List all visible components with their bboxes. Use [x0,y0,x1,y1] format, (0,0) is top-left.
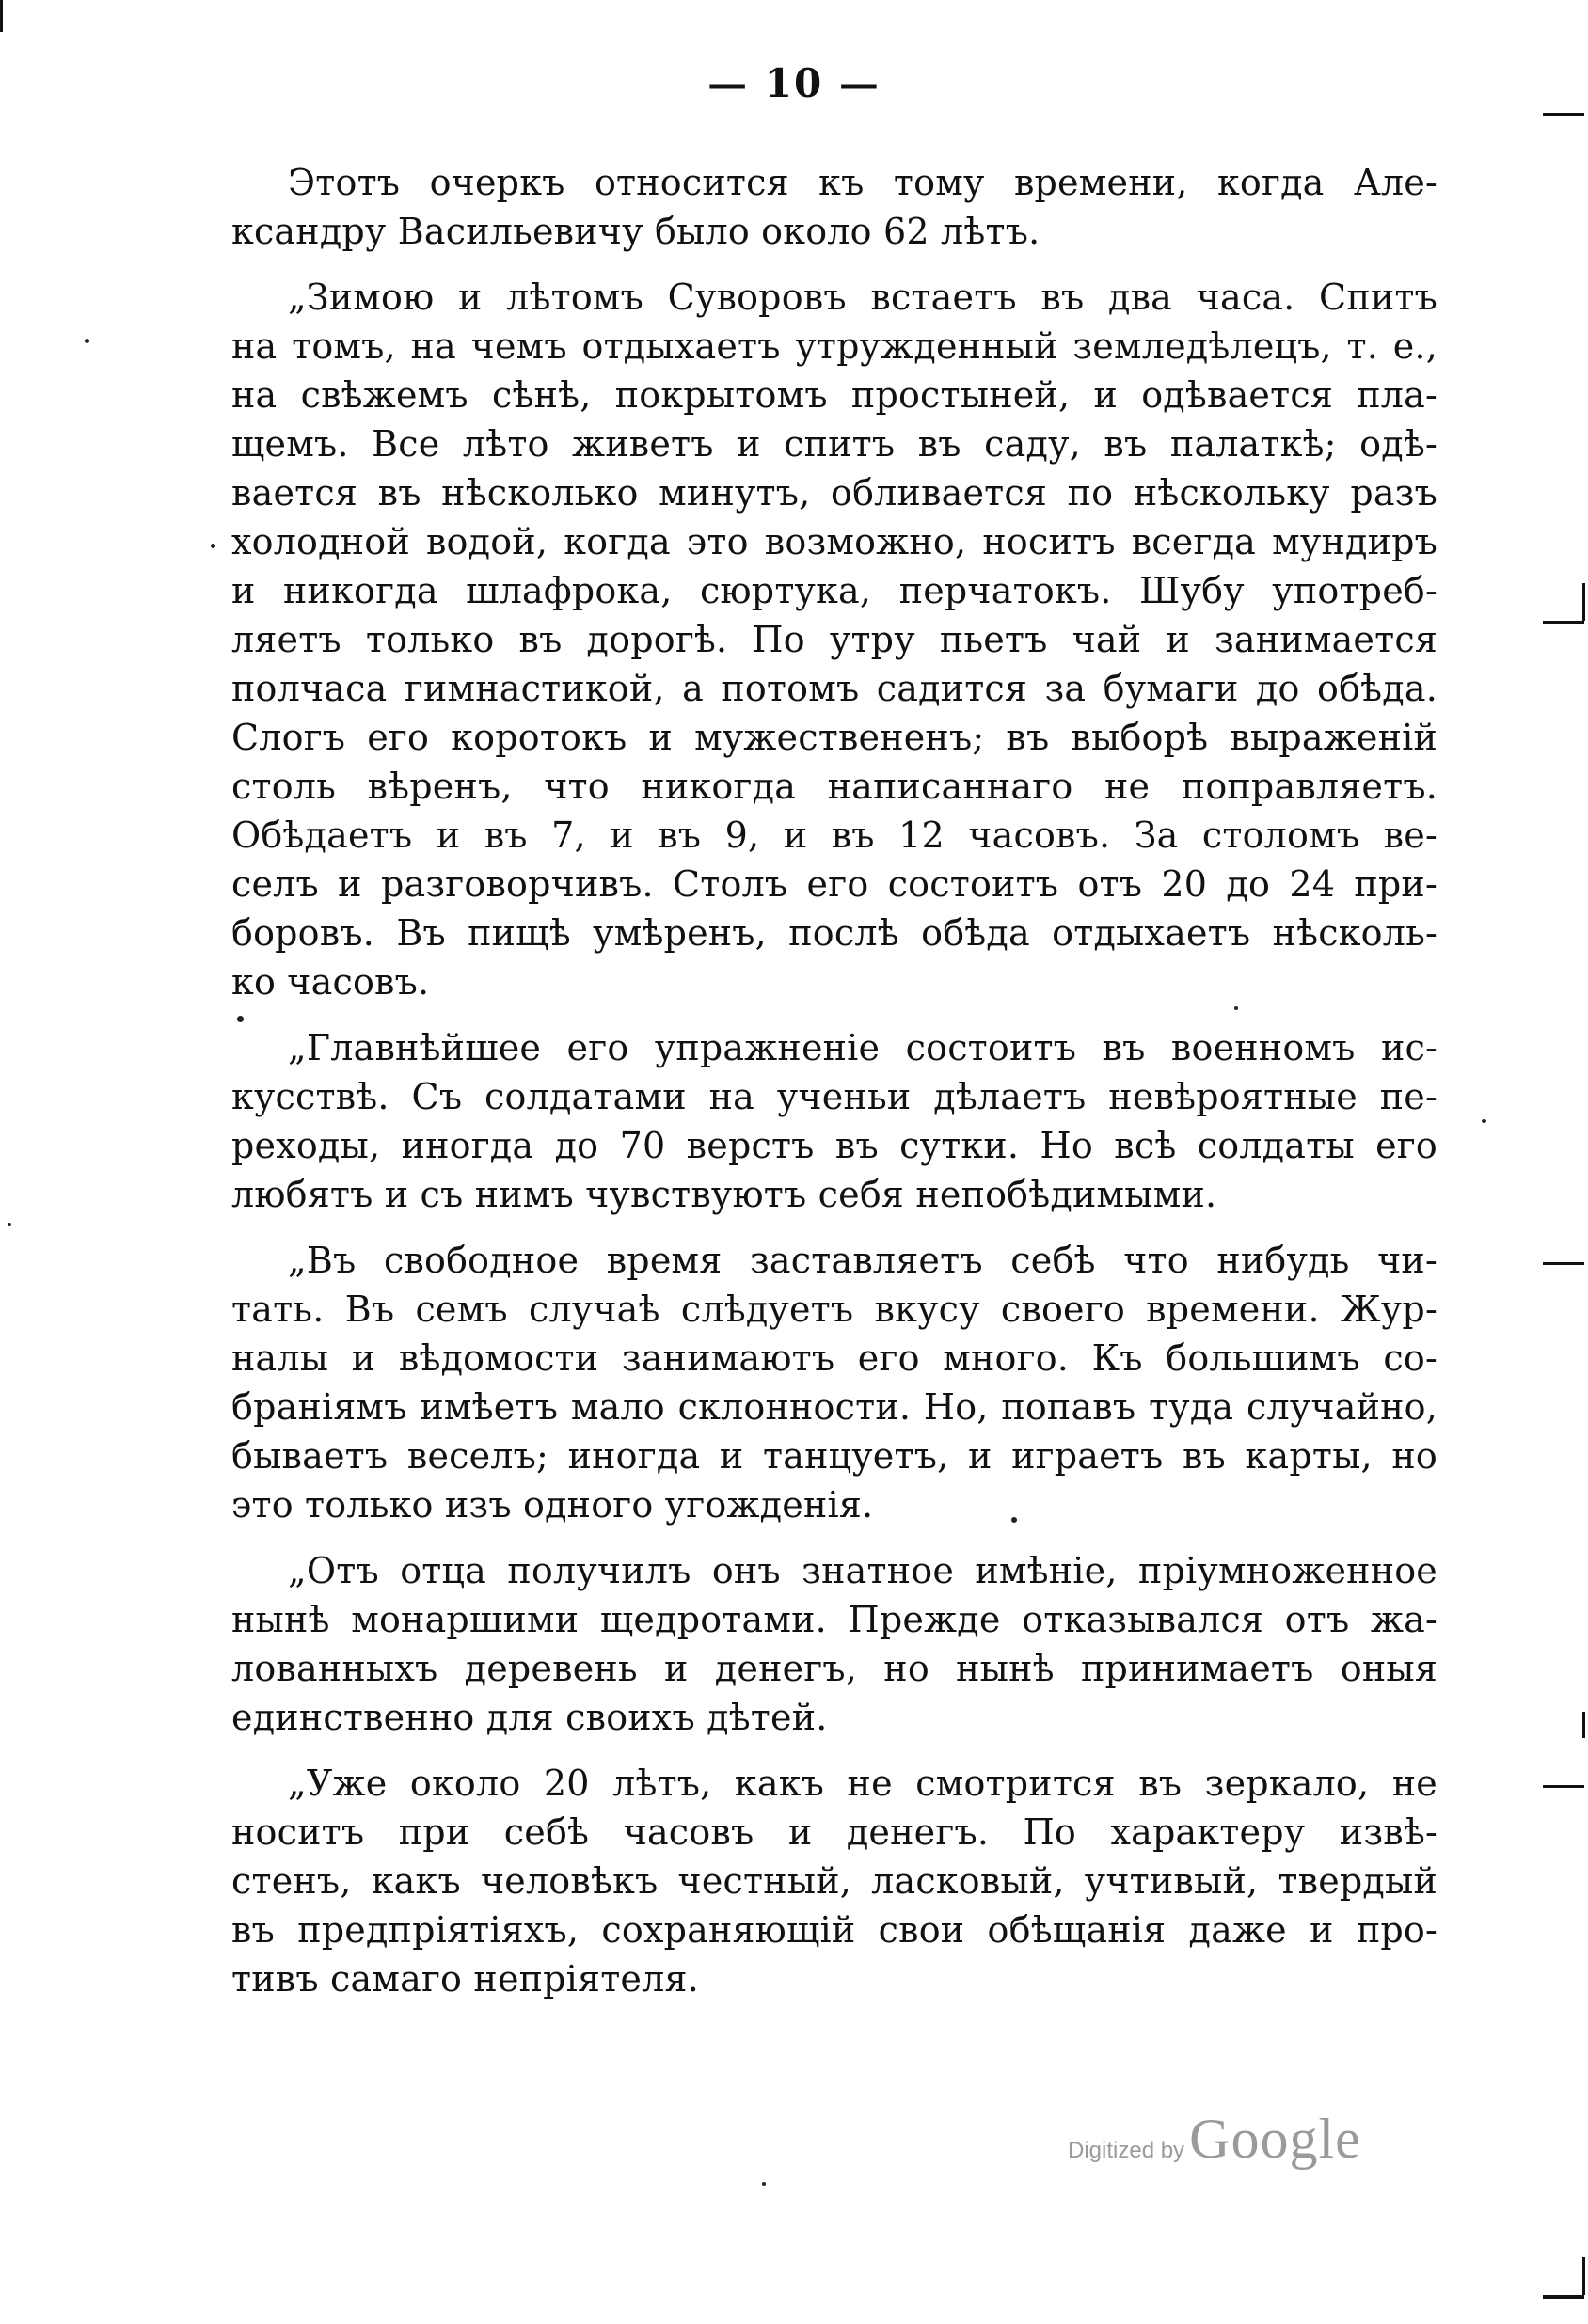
text-line: тивъ самаго непріятеля. [231,1958,699,2000]
margin-rule-mark [1543,113,1584,116]
text-line: полчаса гимнастикой, а потомъ садится за бумаги до обѣда. [231,668,1437,709]
text-line: вается въ нѣсколько минутъ, обливается по нѣскольку разъ [231,472,1437,514]
text-line: это только изъ одного угожденія. [231,1484,874,1526]
text-line: „Уже около 20 лѣтъ, какъ не смотрится въ зеркало, не [288,1763,1437,1804]
text-line: носитъ при себѣ часовъ и денегъ. По характеру извѣ- [231,1811,1437,1853]
text-line: въ предпріятіяхъ, сохраняющій свои обѣщанія даже и про- [231,1909,1437,1951]
watermark-brand: Google [1189,2108,1361,2170]
margin-rule-mark [0,0,3,32]
text-line: единственно для своихъ дѣтей. [231,1697,828,1738]
watermark-prefix: Digitized by [1068,2138,1185,2163]
text-line: холодной водой, когда это возможно, носитъ всегда мундиръ [231,521,1437,562]
scan-speck [1234,1006,1238,1010]
scan-speck [8,1223,11,1226]
margin-rule-mark [1582,2257,1585,2295]
text-line: лованныхъ деревень и денегъ, но нынѣ принимаетъ оныя [231,1648,1437,1689]
text-line: „Отъ отца получилъ онъ знатное имѣніе, пріумноженное [288,1550,1437,1591]
margin-rule-mark [1543,1262,1584,1265]
text-line: нынѣ монаршими щедротами. Прежде отказывался отъ жа- [231,1599,1437,1640]
text-line: ляетъ только въ дорогѣ. По утру пьетъ чай и занимается [231,619,1437,660]
text-line: ксандру Васильевичу было около 62 лѣтъ. [231,211,1040,252]
text-line: бываетъ веселъ; иногда и танцуетъ, и играетъ въ карты, но [231,1435,1437,1477]
text-line: реходы, иногда до 70 верстъ въ сутки. Но всѣ солдаты его [231,1125,1437,1166]
margin-rule-mark [1543,1785,1584,1788]
text-line: и никогда шлафрока, сюртука, перчатокъ. Шубу употреб- [231,570,1437,611]
scan-speck [1011,1517,1017,1523]
text-line: Обѣдаетъ и въ 7, и въ 9, и въ 12 часовъ. За столомъ ве- [231,814,1437,856]
digitized-watermark [1068,2107,1406,2173]
text-line: „Въ свободное время заставляетъ себѣ что нибудь чи- [288,1240,1437,1281]
body-text [231,158,1437,2020]
text-line: тать. Въ семъ случаѣ слѣдуетъ вкусу своего времени. Жур- [231,1288,1437,1330]
scan-speck [85,339,89,343]
paragraph [231,1546,1437,1742]
scan-speck [762,2182,766,2186]
paragraph [231,158,1437,256]
text-line: боровъ. Въ пищѣ умѣренъ, послѣ обѣда отдыхаетъ нѣсколь- [231,912,1437,954]
text-line: Этотъ очеркъ относится къ тому времени, когда Але- [288,162,1437,203]
scan-speck [211,544,215,548]
page-number: — 10 — [707,60,881,106]
text-line: на свѣжемъ сѣнѣ, покрытомъ простыней, и одѣвается пла- [231,374,1437,416]
text-line: Слогъ его коротокъ и мужествененъ; въ выборѣ выраженій [231,717,1437,758]
text-line: щемъ. Все лѣто живетъ и спитъ въ саду, въ палаткѣ; одѣ- [231,423,1437,465]
text-line: на томъ, на чемъ отдыхаетъ утружденный земледѣлецъ, т. е., [231,325,1437,367]
margin-rule-mark [1582,583,1585,621]
text-line: любятъ и съ нимъ чувствуютъ себя непобѣдимыми. [231,1174,1217,1215]
text-line: селъ и разговорчивъ. Столъ его состоитъ отъ 20 до 24 при- [231,863,1437,905]
scan-speck [237,1016,244,1022]
margin-rule-mark [1582,1712,1585,1738]
margin-rule-mark [1543,2295,1584,2299]
text-line: налы и вѣдомости занимаютъ его много. Къ большимъ со- [231,1337,1437,1379]
text-line: браніямъ имѣетъ мало склонности. Но, попавъ туда случайно, [231,1386,1437,1428]
paragraph [231,273,1437,1006]
paragraph [231,1759,1437,2003]
scan-speck [1482,1119,1486,1123]
text-line: ко часовъ. [231,961,430,1003]
margin-rule-mark [1543,621,1584,624]
paragraph [231,1236,1437,1529]
text-line: „Главнѣйшее его упражненіе состоитъ въ военномъ ис- [288,1027,1437,1068]
paragraph [231,1023,1437,1219]
text-line: „Зимою и лѣтомъ Суворовъ встаетъ въ два часа. Спитъ [288,277,1437,318]
text-line: стенъ, какъ человѣкъ честный, ласковый, учтивый, твердый [231,1860,1437,1902]
text-line: кусствѣ. Съ солдатами на ученьи дѣлаетъ невѣроятные пе- [231,1076,1437,1117]
text-line: столь вѣренъ, что никогда написаннаго не поправляетъ. [231,766,1437,807]
